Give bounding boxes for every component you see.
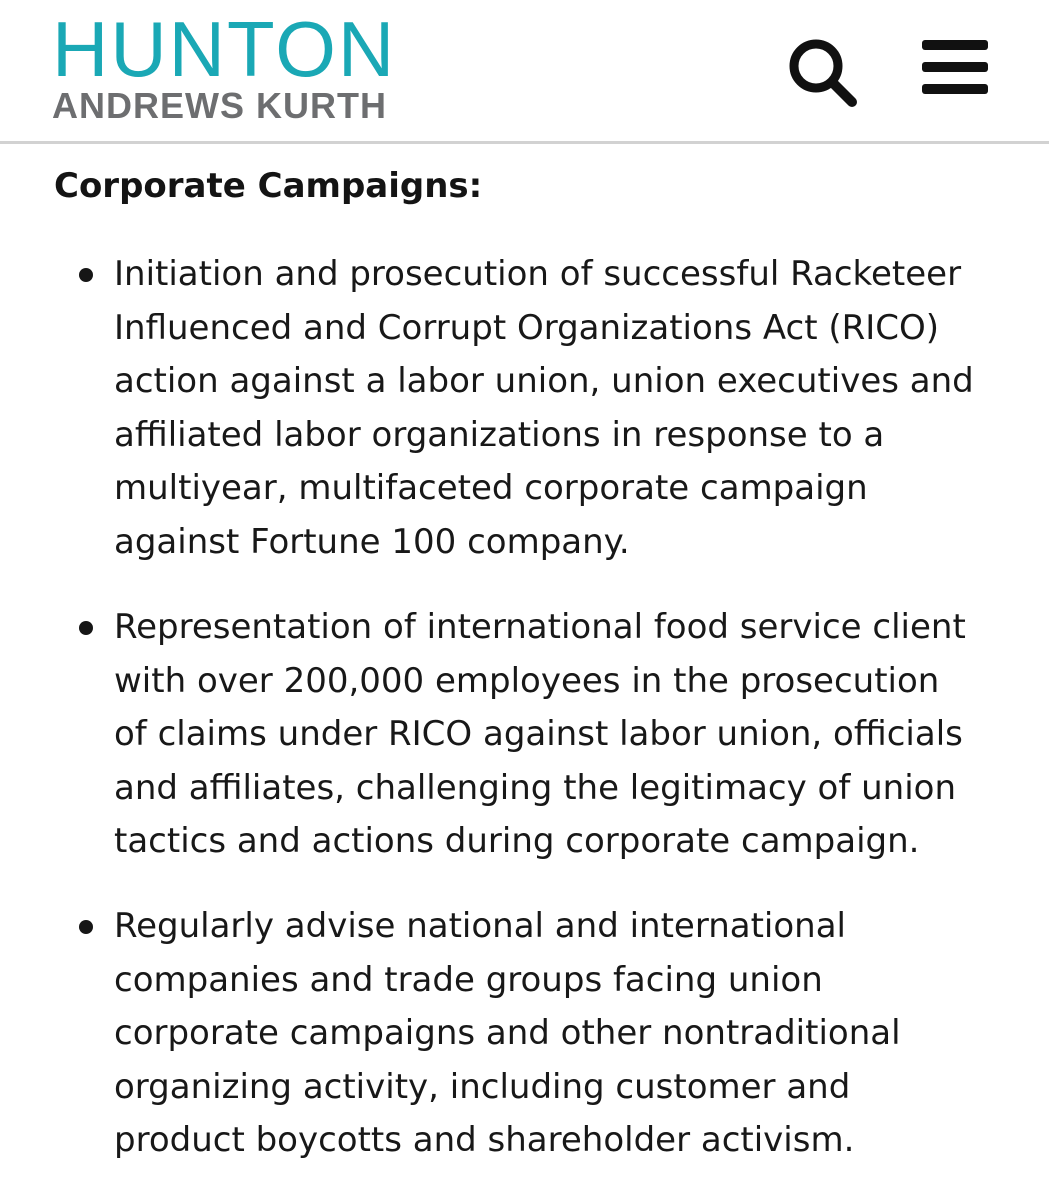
menu-button[interactable] [918,38,990,98]
list-item-text: Representation of international food service client with over 200,000 employees in the prosecution of claims under RICO against labor union, officials and affiliates, challenging the legitimacy of union tactics and actions during corporate campaign. [114,607,966,861]
section-heading: Corporate Campaigns: [54,166,483,206]
list-item-text: Regularly advise national and international companies and trade groups facing union corporate campaigns and other nontraditional organizing activity, including customer and product boycotts and shareholder activism. [114,906,901,1160]
logo-line-hunton: HUNTON [52,5,397,93]
bullet-dot [79,621,93,635]
search-icon [784,34,860,110]
list-item-text: Initiation and prosecution of successful Racketeer Influenced and Corrupt Organizations Act (RICO) action against a labor union, union executives and affiliated labor organizations in response to a multiyear, multifaceted corporate campaign against Fortune 100 company. [114,254,974,562]
site-logo[interactable] [52,5,397,126]
logo-line-andrews-kurth: ANDREWS KURTH [52,85,387,126]
bullet-dot [79,268,93,282]
search-button[interactable] [784,34,860,110]
hamburger-menu-icon [918,38,990,98]
bullet-dot [79,920,93,934]
site-header [0,0,1049,144]
